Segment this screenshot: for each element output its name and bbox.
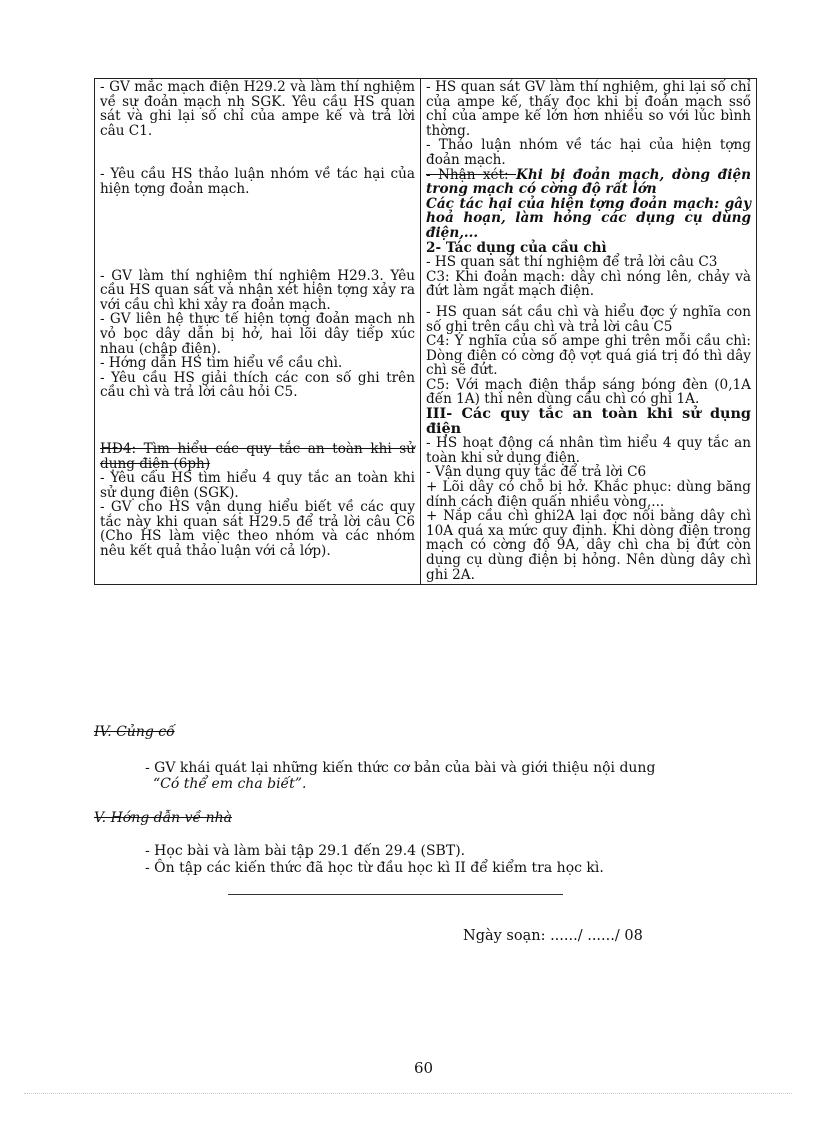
teacher-activity-cell [95, 79, 421, 585]
right-paragraph-11: - Vận dụng quy tắc để trả lời C6 [426, 464, 647, 481]
remark-label: - Nhận xét: [426, 166, 516, 183]
left-paragraph-5: - Hớng dẫn HS tìm hiểu về cầu chì. [100, 355, 343, 372]
date-label: Ngày soạn: ....../ ....../ 08 [463, 928, 643, 944]
right-paragraph-5: - HS quan sát thí nghiệm để trả lời câu C3 [426, 254, 718, 271]
section-4-line-2: “Có thể em cha biết”. [153, 776, 307, 792]
right-paragraph-12: + Lõi dây có chỗ bị hở. Khắc phục: dùng băng dính cách điện quấn nhiều vòng,... [426, 479, 751, 510]
left-paragraph-8: - GV cho HS vận dụng hiểu biết về các quy tắc này khi quan sát H29.5 để trả lời câu C6 (Cho HS làm việc theo nhóm và các nhóm nêu kết quả thảo luận với cả lớp). [100, 499, 415, 560]
left-paragraph-7: - Yêu cầu HS tìm hiểu 4 quy tắc an toàn khi sử dụng điện (SGK). [100, 470, 415, 501]
left-paragraph-2: - Yêu cầu HS thảo luận nhóm về tác hại của hiện tợng đoản mạch. [100, 166, 415, 197]
divider-line [228, 894, 563, 895]
right-paragraph-6: C3: Khi đoản mạch: dây chì nóng lên, chảy và đứt làm ngắt mạch điện. [426, 268, 751, 300]
left-paragraph-3: - GV làm thí nghiệm thí nghiệm H29.3. Yêu cầu HS quan sát và nhận xét hiện tợng xảy ra với cầu chì khi xảy ra đoản mạch. [100, 267, 415, 313]
section-5-line-1: - Học bài và làm bài tập 29.1 đến 29.4 (SBT). [145, 843, 466, 859]
left-paragraph-6: - Yêu cầu HS giải thích các con số ghi trên cầu chì và trả lời câu hỏi C5. [100, 369, 415, 401]
activity-heading-hd4: HĐ4: Tìm hiểu các quy tắc an toàn khi sử dụng điện (6ph) [100, 440, 415, 472]
table-row [95, 79, 757, 585]
section-5-line-2: - Ôn tập các kiến thức đã học từ đầu học kì II để kiểm tra học kì. [145, 860, 604, 876]
page-bottom-divider [24, 1093, 792, 1094]
right-paragraph-1: - HS quan sát GV làm thí nghiệm, ghi lại số chỉ của ampe kế, thấy đọc khi bị đoản mạch sső chỉ của ampe kế lớn hơn nhiều so với lúc bình thờng. [426, 79, 751, 139]
right-paragraph-3 [426, 168, 751, 197]
right-paragraph-9: C5: Với mạch điện thắp sáng bóng đèn (0,1A đến 1A) thì nên dùng cầu chì có ghi 1A. [426, 376, 751, 408]
right-paragraph-4: Các tác hại của hiện tợng đoản mạch: gây hoả hoạn, làm hỏng các dụng cụ dùng điện,... [426, 195, 751, 241]
remark-text: Khi bị đoản mạch, dòng điện trong mạch có cờng độ rất lớn [426, 166, 751, 198]
left-paragraph-1: - GV mắc mạch điện H29.2 và làm thí nghiệm về sự đoản mạch nh SGK. Yêu cầu HS quan sát và ghi lại số chỉ của ampe kế và trả lời câu C1. [100, 79, 415, 139]
right-paragraph-2: - Thảo luận nhóm về tác hại của hiện tợng đoản mạch. [426, 137, 751, 168]
lesson-table [94, 78, 757, 585]
right-paragraph-8: C4: Ý nghĩa của số ampe ghi trên mỗi cầu chì: Dòng điện có cờng độ vợt quá giá trị đó thì dây chì sẽ đứt. [426, 333, 751, 379]
left-paragraph-4: - GV liên hệ thực tế hiện tợng đoản mạch nh vỏ bọc dây dẫn bị hở, hai lõi dây tiếp xúc nhau (chập điện). [100, 311, 415, 357]
right-paragraph-13: + Nắp cầu chì ghi2A lại đợc nối bằng dây chì 10A quá xa mức quy định. Khi dòng điện trong mạch có cờng độ 9A, dây chì cha bị đứt còn dụng cụ dùng điện bị hỏng. Nên dùng dây chì ghi 2A. [426, 508, 751, 583]
page-number: 60 [414, 1059, 434, 1077]
right-paragraph-10: - HS hoạt động cá nhân tìm hiểu 4 quy tắc an toàn khi sử dụng điện. [426, 435, 751, 466]
section-heading-3: III- Các quy tắc an toàn khi sử dụng điện [426, 405, 751, 437]
section-4-line-1: - GV khái quát lại những kiến thức cơ bản của bài và giới thiệu nội dung [145, 760, 656, 776]
section-4-title: IV. Củng cố [94, 724, 175, 740]
section-5-title: V. Hớng dẫn về nhà [94, 810, 232, 826]
right-paragraph-7: - HS quan sát cầu chì và hiểu đợc ý nghĩa con số ghi trên cầu chì và trả lời câu C5 [426, 303, 751, 335]
section-heading-2: 2- Tác dụng của cầu chì [426, 239, 607, 256]
student-activity-cell [421, 79, 757, 585]
